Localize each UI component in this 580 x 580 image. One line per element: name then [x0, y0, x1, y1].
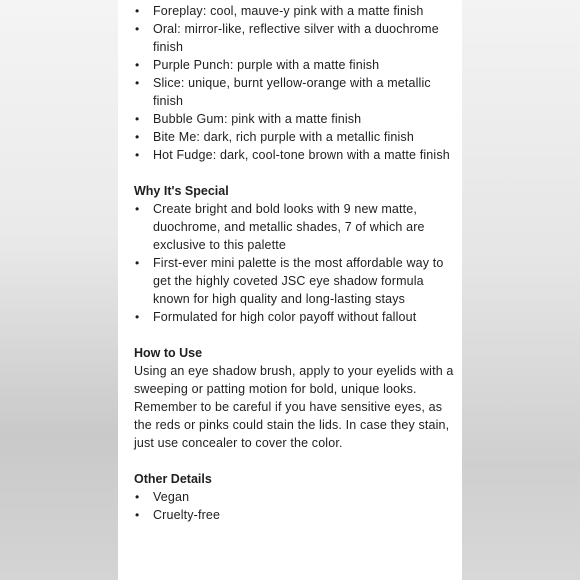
list-item: • Cruelty-free: [134, 506, 454, 524]
product-description-page: [118, 0, 462, 580]
why-special-list: [134, 200, 454, 326]
how-to-use-text: Using an eye shadow brush, apply to your eyelids with a sweeping or patting motion for bold, unique looks. Remember to be careful if you have sensitive eyes, as the reds or pinks could stain the lids. In case they stain, just use concealer to cover the color.: [134, 364, 454, 450]
description-content: [134, 2, 454, 524]
how-to-use-heading: How to Use: [134, 346, 203, 360]
other-details-heading: Other Details: [134, 472, 212, 486]
list-item: • Purple Punch: purple with a matte finish: [134, 56, 454, 74]
list-item: • Bubble Gum: pink with a matte finish: [134, 110, 454, 128]
background-right: [462, 0, 580, 580]
other-details-list: [134, 488, 454, 524]
list-item: • Formulated for high color payoff without fallout: [134, 308, 454, 326]
shades-list: [134, 2, 454, 164]
list-item: • First-ever mini palette is the most affordable way to get the highly coveted JSC eye shadow formula known for high quality and long-lasting stays: [134, 254, 454, 308]
list-item: • Bite Me: dark, rich purple with a metallic finish: [134, 128, 454, 146]
list-item: • Hot Fudge: dark, cool-tone brown with a matte finish: [134, 146, 454, 164]
list-item: • Slice: unique, burnt yellow-orange with a metallic finish: [134, 74, 454, 110]
list-item: • Create bright and bold looks with 9 new matte, duochrome, and metallic shades, 7 of which are exclusive to this palette: [134, 200, 454, 254]
list-item: • Foreplay: cool, mauve-y pink with a matte finish: [134, 2, 454, 20]
background-left: [0, 0, 118, 580]
list-item: • Oral: mirror-like, reflective silver with a duochrome finish: [134, 20, 454, 56]
list-item: • Vegan: [134, 488, 454, 506]
why-special-heading: Why It's Special: [134, 184, 229, 198]
